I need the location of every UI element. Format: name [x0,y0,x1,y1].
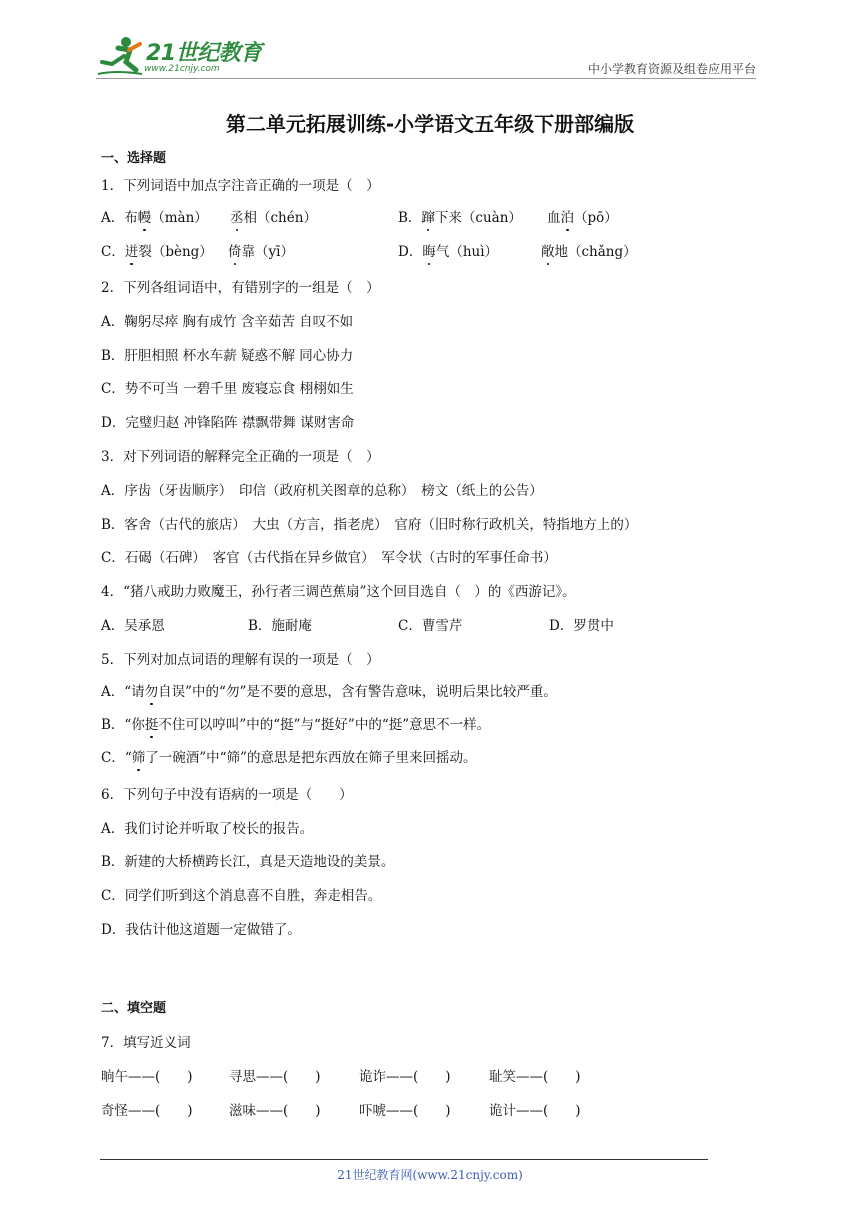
question-5-option-c: C．“筛了一碗酒”中“筛”的意思是把东西放在筛子里来回摇动。 [101,746,476,766]
header-divider [96,78,756,79]
synonym-blank: 晌午——( ) [101,1069,193,1085]
option-d1: D．晦气（huì） [398,240,498,260]
footer-link[interactable]: 21世纪教育网(www.21cnjy.com) [337,1168,523,1182]
question-6-option-a: A．我们讨论并听取了校长的报告。 [101,821,314,837]
footer-divider [100,1159,708,1160]
option-b2: 血泊（pō） [547,206,618,226]
question-2-option-b: B．肝胆相照 杯水车薪 疑惑不解 同心协力 [101,348,354,364]
question-3-stem: 3．对下列词语的解释完全正确的一项是（ ） [101,449,380,465]
question-3-option-a: A．序齿（牙齿顺序） 印信（政府机关图章的总称） 榜文（纸上的公告） [101,483,543,499]
question-6-option-d: D．我估计他这道题一定做错了。 [101,922,301,938]
platform-name: 中小学教育资源及组卷应用平台 [587,62,756,76]
question-2-option-d: D．完璧归赵 冲锋陷阵 襟飘带舞 谋财害命 [101,415,355,431]
question-2-option-c: C．势不可当 一碧千里 废寝忘食 栩栩如生 [101,381,354,397]
option-a2: 丞相（chén） [230,206,317,226]
logo-wordmark: 21世纪教育 [146,41,262,66]
logo-url: www.21cnjy.com [144,64,220,74]
section-heading-fill: 二、填空题 [101,1001,167,1016]
question-3-option-c: C．石碣（石碑） 客官（古代指在异乡做官） 军令状（古时的军事任命书） [101,550,557,566]
option-a1: A．布幔（màn） [101,206,208,226]
question-2-option-a: A．鞠躬尽瘁 胸有成竹 含辛茹苦 自叹不如 [101,314,354,330]
option-d2: 敞地（chǎng） [541,240,637,260]
option-c2: 倚靠（yī） [228,240,294,260]
synonym-blank: 奇怪——( ) [101,1103,193,1119]
question-4-stem: 4．“猪八戒助力败魔王，孙行者三调芭蕉扇”这个回目选自（ ）的《西游记》。 [101,584,576,600]
option-a: A．吴承恩 [101,618,165,634]
option-b1: B．蹿下来（cuàn） [398,206,522,226]
question-6-option-c: C．同学们听到这个消息喜不自胜，奔走相告。 [101,888,382,904]
synonym-blank: 耻笑——( ) [489,1069,581,1085]
page-header [96,34,756,80]
synonym-blank: 吓唬——( ) [359,1103,451,1119]
question-5-option-a: A．“请勿自误”中的“勿”是不要的意思，含有警告意味，说明后果比较严重。 [101,680,557,700]
question-5-stem: 5．下列对加点词语的理解有误的一项是（ ） [101,652,380,668]
question-4-options [101,614,661,634]
question-6-stem: 6．下列句子中没有语病的一项是（ ） [101,787,353,803]
option-d: D．罗贯中 [549,618,614,634]
question-1-stem: 1．下列词语中加点字注音正确的一项是（ ） [101,178,380,194]
question-7-stem: 7．填写近义词 [101,1035,191,1051]
page-title: 第二单元拓展训练-小学语文五年级下册部编版 [225,112,635,136]
question-5-option-b: B．“你挺不住可以哼叫”中的“挺”与“挺好”中的“挺”意思不一样。 [101,713,490,733]
section-heading-choice: 一、选择题 [101,151,167,166]
option-c: C．曹雪芹 [398,618,463,634]
option-b: B．施耐庵 [248,618,312,634]
question-7-row-2 [101,1099,621,1119]
runner-icon [96,34,148,78]
option-c1: C．迸裂（bèng） [101,240,213,260]
synonym-blank: 诡计——( ) [489,1103,581,1119]
site-logo [96,34,266,78]
synonym-blank: 寻思——( ) [229,1069,321,1085]
question-3-option-b: B．客舍（古代的旅店） 大虫（方言，指老虎） 官府（旧时称行政机关，特指地方上的） [101,517,638,533]
synonym-blank: 诡诈——( ) [359,1069,451,1085]
question-2-stem: 2．下列各组词语中，有错别字的一组是（ ） [101,280,380,296]
question-6-option-b: B．新建的大桥横跨长江，真是天造地设的美景。 [101,854,395,870]
synonym-blank: 滋味——( ) [229,1103,321,1119]
question-7-row-1 [101,1065,621,1085]
